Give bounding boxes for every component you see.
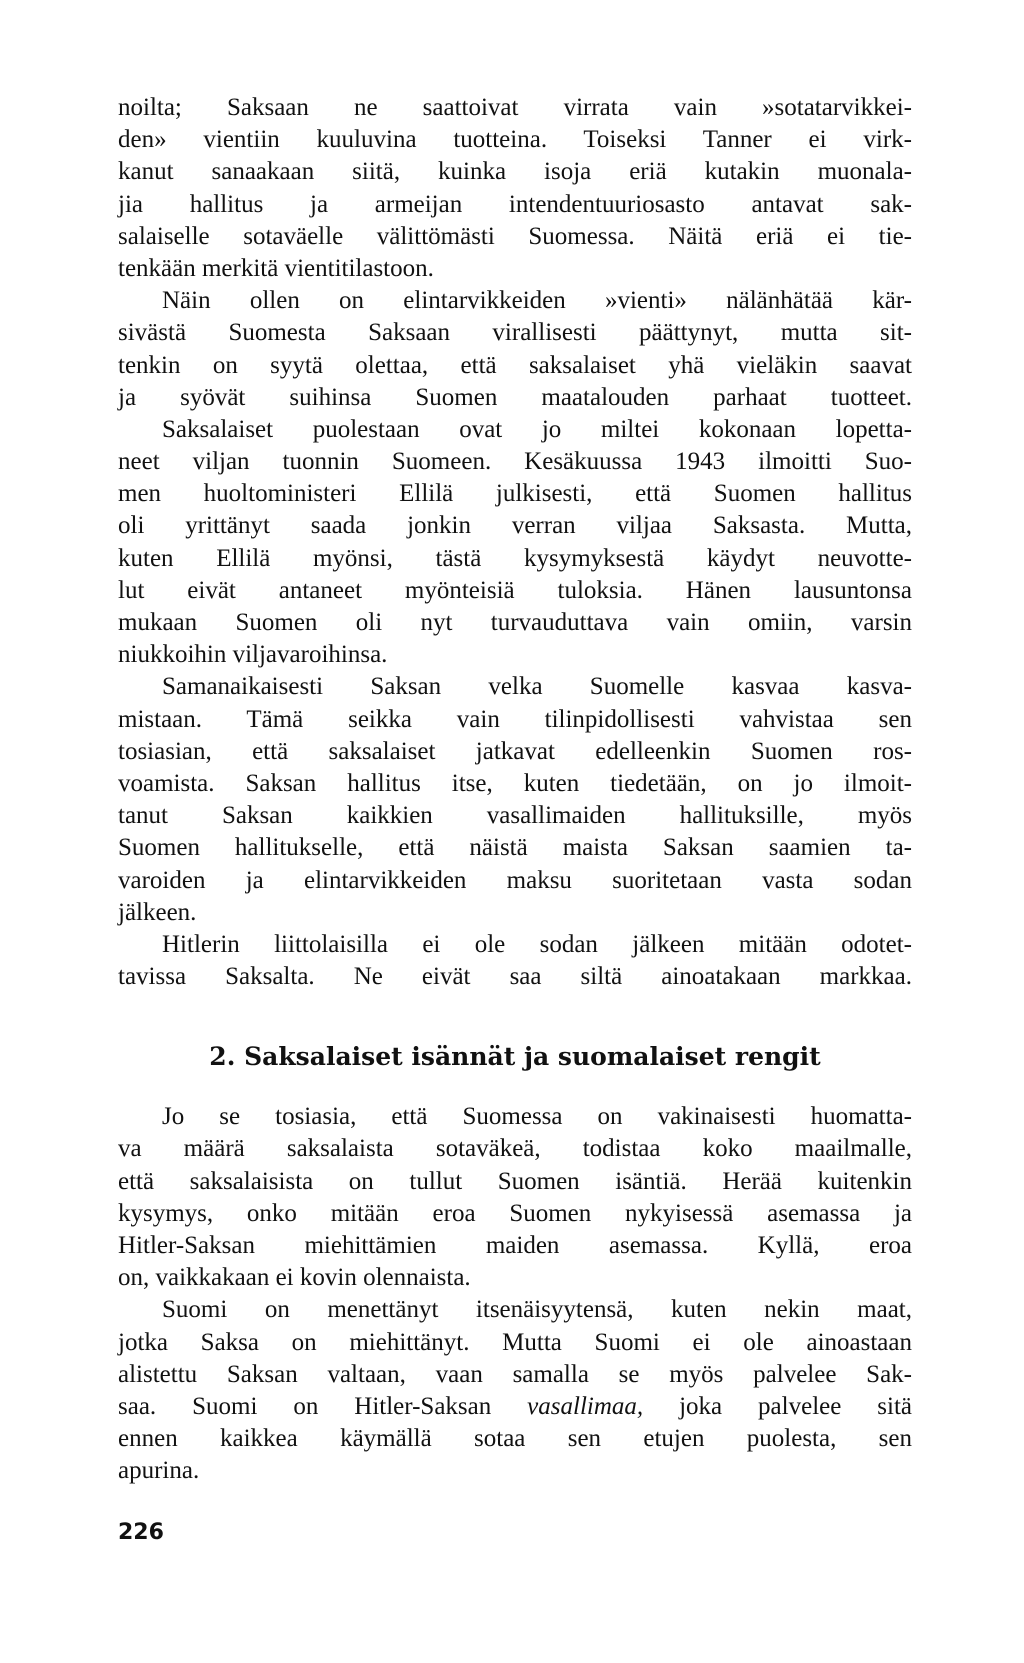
text-line: Jo se tosiasia, että Suomessa on vakinaisesti huomatta- — [162, 1103, 912, 1131]
text-line: Suomi on menettänyt itsenäisyytensä, kuten nekin maat, — [162, 1296, 912, 1324]
text-line: että saksalaisista on tullut Suomen isäntiä. Herää kuitenkin — [118, 1167, 912, 1195]
text-line: den» vientiin kuuluvina tuotteina. Toiseksi Tanner ei virk- — [118, 126, 912, 154]
text-line: sivästä Suomesta Saksaan virallisesti päättynyt, mutta sit- — [118, 319, 912, 347]
text-line: Samanaikaisesti Saksan velka Suomelle kasvaa kasva- — [162, 673, 912, 701]
section-heading: 2. Saksalaiset isännät ja suomalaiset rengit — [209, 1042, 821, 1072]
text-line: voamista. Saksan hallitus itse, kuten tiedetään, on jo ilmoit- — [118, 769, 912, 797]
text-line: lut eivät antaneet myönteisiä tuloksia. Hänen lausuntonsa — [118, 576, 912, 604]
text-line: varoiden ja elintarvikkeiden maksu suoritetaan vasta sodan — [118, 866, 912, 894]
text-fragment: joka palvelee sitä — [643, 1392, 912, 1420]
text-line: alistettu Saksan valtaan, vaan samalla se myös palvelee Sak- — [118, 1360, 912, 1388]
text-line: jälkeen. — [118, 898, 197, 926]
paragraph-3 — [118, 671, 912, 929]
text-line: tosiasian, että saksalaiset jatkavat edelleenkin Suomen ros- — [118, 737, 912, 765]
text-line: tenkään merkitä vientitilastoon. — [118, 254, 434, 282]
text-line: Hitler-Saksan miehittämien maiden asemassa. Kyllä, eroa — [118, 1232, 912, 1259]
text-line: tanut Saksan kaikkien vasallimaiden hallituksille, myös — [118, 802, 912, 830]
text-line: niukkoihin viljavaroihinsa. — [118, 641, 388, 669]
emphasis-text: vasallimaa, — [527, 1392, 644, 1420]
text-line: jotka Saksa on miehittänyt. Mutta Suomi ei ole ainoastaan — [118, 1328, 912, 1356]
text-fragment: saa. Suomi on Hitler-Saksan — [118, 1392, 528, 1420]
text-line: salaiselle sotaväelle välittömästi Suomessa. Näitä eriä ei tie- — [118, 222, 912, 250]
text-line: kysymys, onko mitään eroa Suomen nykyisessä asemassa ja — [118, 1199, 912, 1227]
text-line: apurina. — [118, 1457, 200, 1485]
text-line: neet viljan tuonnin Suomeen. Kesäkuussa 1943 ilmoitti Suo- — [118, 448, 912, 476]
text-line: tenkin on syytä olettaa, että saksalaiset yhä vieläkin saavat — [118, 351, 912, 379]
text-line: Näin ollen on elintarvikkeiden »vienti» nälänhätää kär- — [162, 287, 912, 315]
page-body — [118, 92, 912, 1488]
text-line: ja syövät suihinsa Suomen maatalouden parhaat tuotteet. — [118, 383, 912, 411]
paragraph-2 — [118, 285, 912, 671]
paragraph-1 — [118, 92, 912, 285]
paragraph-6 — [118, 1294, 912, 1487]
text-line: noilta; Saksaan ne saattoivat virrata vain »sotatarvikkei- — [118, 94, 912, 121]
text-line: oli yrittänyt saada jonkin verran viljaa Saksasta. Mutta, — [118, 512, 912, 540]
text-line: Suomen hallitukselle, että näistä maista Saksan saamien ta- — [118, 834, 912, 862]
paragraph-5 — [118, 1101, 912, 1294]
text-line: kanut sanaakaan siitä, kuinka isoja eriä kutakin muonala- — [118, 158, 912, 186]
text-line: kuten Ellilä myönsi, tästä kysymyksestä käydyt neuvotte- — [118, 544, 912, 572]
text-line: mistaan. Tämä seikka vain tilinpidollisesti vahvistaa sen — [118, 705, 912, 733]
text-line: va määrä saksalaista sotaväkeä, todistaa koko maailmalle, — [118, 1135, 912, 1163]
text-line: men huoltoministeri Ellilä julkisesti, että Suomen hallitus — [118, 480, 912, 508]
paragraph-4 — [118, 929, 912, 993]
text-line: Hitlerin liittolaisilla ei ole sodan jälkeen mitään odotet- — [162, 930, 912, 958]
text-line: mukaan Suomen oli nyt turvauduttava vain omiin, varsin — [118, 609, 912, 636]
text-line — [118, 1391, 912, 1423]
page-number: 226 — [118, 1520, 164, 1545]
text-line: jia hallitus ja armeijan intendentuuriosasto antavat sak- — [118, 190, 912, 218]
text-line: ennen kaikkea käymällä sotaa sen etujen puolesta, sen — [118, 1425, 912, 1453]
text-line: Saksalaiset puolestaan ovat jo miltei kokonaan lopetta- — [162, 415, 912, 443]
text-line: tavissa Saksalta. Ne eivät saa siltä ainoatakaan markkaa. — [118, 963, 912, 991]
text-line: on, vaikkakaan ei kovin olennaista. — [118, 1264, 471, 1292]
